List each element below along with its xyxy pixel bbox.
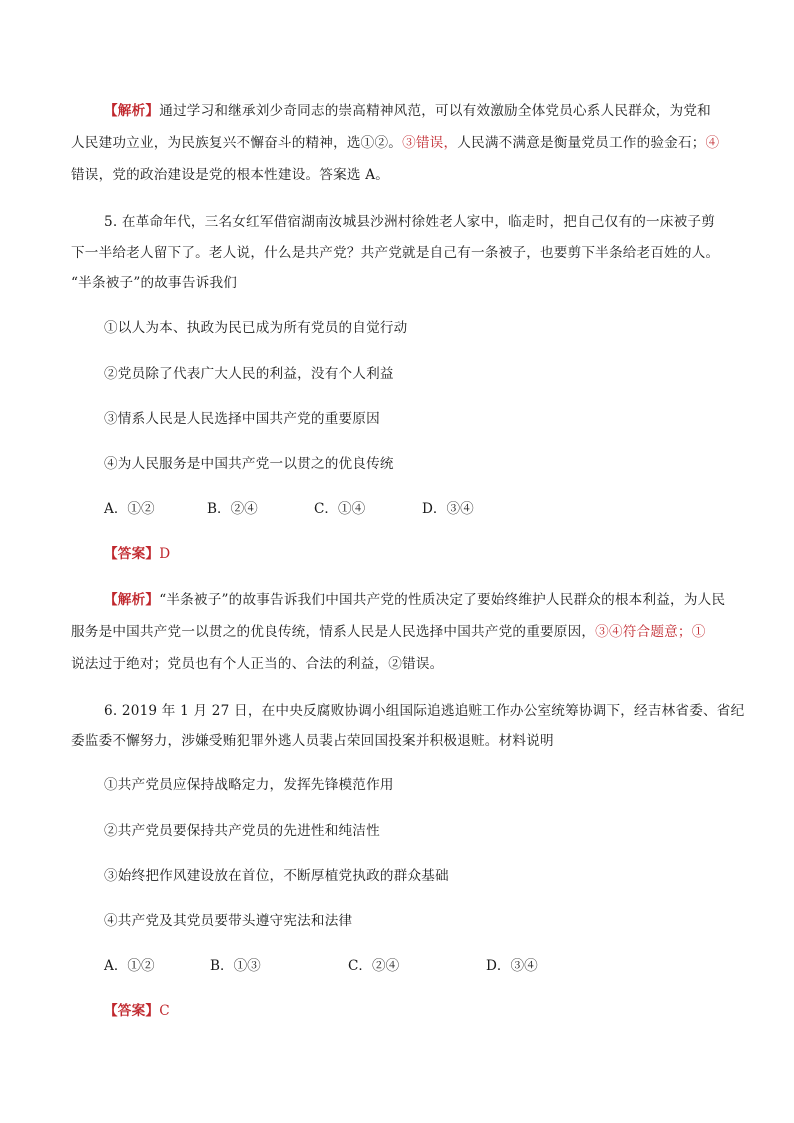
- analysis-text-red: ③④符合题意；①: [595, 624, 706, 640]
- q5-item-1: ①以人为本、执政为民已成为所有党员的自觉行动: [104, 320, 408, 336]
- q6-item-1: ①共产党员应保持战略定力，发挥先锋模范作用: [104, 777, 394, 793]
- answer-value: D: [159, 546, 171, 562]
- q4-analysis-line-3: [71, 165, 389, 185]
- q6-option-a: A．①②: [104, 958, 155, 974]
- q5-option-b: B．②④: [207, 501, 258, 517]
- q5-stem-line-1: 5. 在革命年代，三名女红军借宿湖南汝城县沙洲村徐姓老人家中，临走时，把自己仅有的一床被子剪: [104, 214, 716, 230]
- analysis-text-red: ④: [705, 135, 720, 151]
- answer-label: 【答案】: [104, 1003, 160, 1019]
- q6-answer: [104, 1001, 170, 1021]
- analysis-text: “半条被子”的故事告诉我们中国共产党的性质决定了要始终维护人民群众的根本利益，为人民: [159, 592, 726, 608]
- q5-analysis-line-3: 说法过于绝对；党员也有个人正当的、合法的利益，②错误。: [71, 656, 444, 672]
- q5-option-a: A．①②: [104, 501, 155, 517]
- q5-stem-line-3: “半条被子”的故事告诉我们: [71, 275, 238, 291]
- analysis-text: 人民建功立业，为民族复兴不懈奋斗的精神，选①②。: [71, 135, 403, 151]
- q6-item-2: ②共产党员要保持共产党员的先进性和纯洁性: [104, 823, 380, 839]
- analysis-text: 错误，党的政治建设是党的根本性建设。答案选 A。: [71, 167, 389, 183]
- q5-analysis-line-1: [104, 590, 725, 610]
- q5-option-c: C．①④: [314, 501, 366, 517]
- q5-item-4: ④为人民服务是中国共产党一以贯之的优良传统: [104, 456, 394, 472]
- q5-item-2: ②党员除了代表广大人民的利益，没有个人利益: [104, 366, 394, 382]
- analysis-text: 通过学习和继承刘少奇同志的崇高精神风范，可以有效激励全体党员心系人民群众，为党和: [159, 103, 711, 119]
- q6-stem-line-1: 6. 2019 年 1 月 27 日，在中央反腐败协调小组国际追逃追赃工作办公室统筹协调下，经吉林省委、省纪: [104, 703, 745, 719]
- q5-item-3: ③情系人民是人民选择中国共产党的重要原因: [104, 411, 380, 427]
- q6-stem-line-2: 委监委不懈努力，涉嫌受贿犯罪外逃人员裴占荣回国投案并积极退赃。材料说明: [71, 733, 554, 749]
- q6-option-d: D．③④: [486, 958, 538, 974]
- q4-analysis-line-2: [71, 133, 719, 153]
- analysis-label: 【解析】: [104, 103, 160, 119]
- answer-label: 【答案】: [104, 546, 160, 562]
- q6-option-b: B．①③: [210, 958, 261, 974]
- analysis-label: 【解析】: [104, 592, 160, 608]
- q5-stem-line-2: 下一半给老人留下了。老人说，什么是共产党？共产党就是自己有一条被子，也要剪下半条给老百姓的人。: [71, 245, 720, 261]
- q5-analysis-line-2: [71, 622, 706, 642]
- q4-analysis-line-1: [104, 101, 711, 121]
- q5-option-d: D．③④: [422, 501, 474, 517]
- analysis-text: 服务是中国共产党一以贯之的优良传统，情系人民是人民选择中国共产党的重要原因，: [71, 624, 596, 640]
- q5-answer: [104, 544, 170, 564]
- q6-item-4: ④共产党及其党员要带头遵守宪法和法律: [104, 913, 353, 929]
- q6-item-3: ③始终把作风建设放在首位，不断厚植党执政的群众基础: [104, 868, 449, 884]
- analysis-text-red: ③错误，: [402, 135, 458, 151]
- q6-option-c: C．②④: [348, 958, 400, 974]
- answer-value: C: [159, 1003, 170, 1019]
- analysis-text: 人民满不满意是衡量党员工作的验金石；: [457, 135, 706, 151]
